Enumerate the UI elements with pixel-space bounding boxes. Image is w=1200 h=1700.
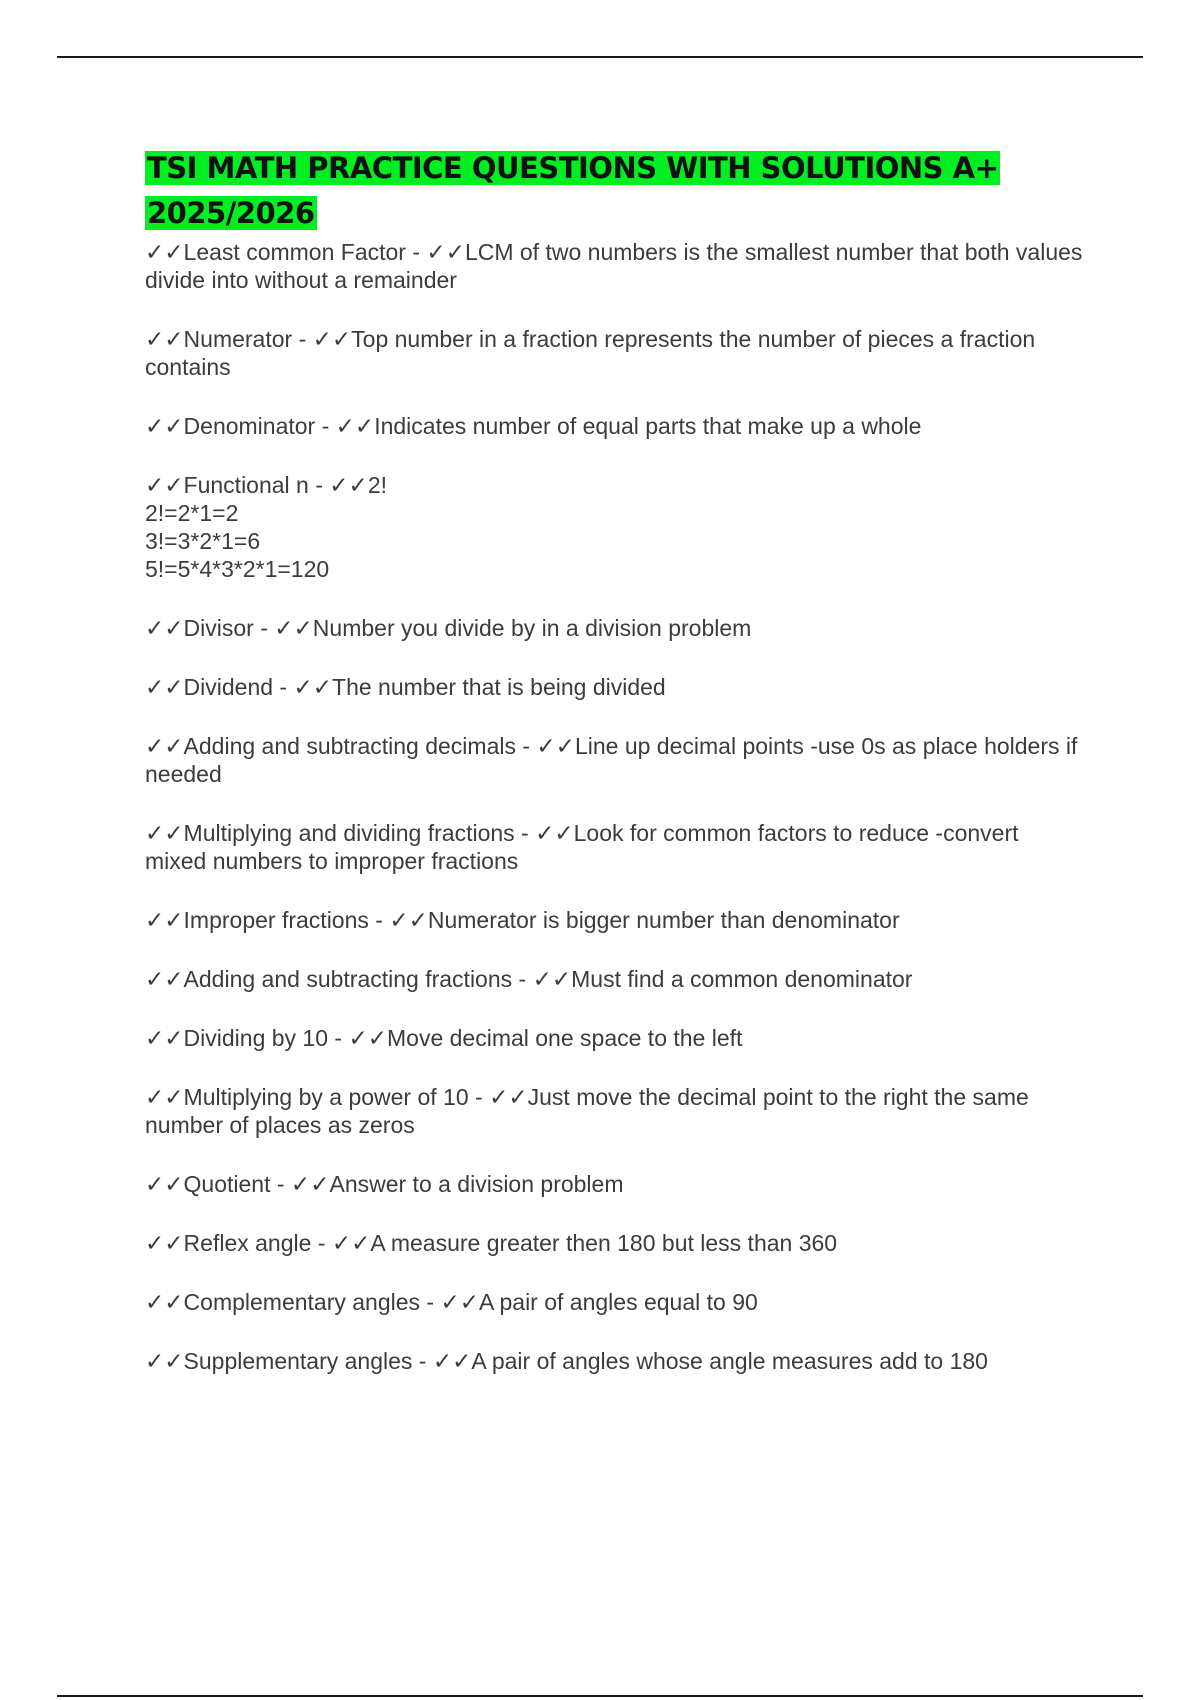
factorial-example-5: 5!=5*4*3*2*1=120 <box>145 556 330 582</box>
entry-text: ✓✓Adding and subtracting decimals - ✓✓Line up decimal points -use 0s as place holders if needed <box>145 733 1078 787</box>
entry-text: ✓✓Multiplying and dividing fractions - ✓✓Look for common factors to reduce -convert mixed numbers to improper fractions <box>145 820 1019 874</box>
factorial-example-2: 2!=2*1=2 <box>145 500 239 526</box>
entry-multiplying-dividing-fractions <box>145 819 1085 875</box>
entry-text: ✓✓Supplementary angles - ✓✓A pair of angles whose angle measures add to 180 <box>145 1348 988 1374</box>
top-rule <box>57 56 1143 58</box>
entry-text: ✓✓Functional n - ✓✓2! <box>145 472 388 498</box>
factorial-example-3: 3!=3*2*1=6 <box>145 528 261 554</box>
entry-functional-n <box>145 471 1085 583</box>
entry-complementary-angles <box>145 1288 1085 1316</box>
entry-adding-subtracting-decimals <box>145 732 1085 788</box>
entry-multiplying-power-of-10 <box>145 1083 1085 1139</box>
entry-text: ✓✓Dividend - ✓✓The number that is being divided <box>145 674 666 700</box>
entry-text: ✓✓Divisor - ✓✓Number you divide by in a division problem <box>145 615 752 641</box>
entry-denominator <box>145 412 1085 440</box>
bottom-rule <box>57 1695 1143 1697</box>
entry-supplementary-angles <box>145 1347 1085 1375</box>
entry-text: ✓✓Reflex angle - ✓✓A measure greater then 180 but less than 360 <box>145 1230 838 1256</box>
entry-least-common-factor <box>145 238 1085 294</box>
entry-text: ✓✓Improper fractions - ✓✓Numerator is bigger number than denominator <box>145 907 900 933</box>
entry-numerator <box>145 325 1085 381</box>
entry-dividend <box>145 673 1085 701</box>
entry-text: ✓✓Numerator - ✓✓Top number in a fraction represents the number of pieces a fraction contains <box>145 326 1036 380</box>
entry-text: ✓✓Quotient - ✓✓Answer to a division problem <box>145 1171 624 1197</box>
entry-text: ✓✓Complementary angles - ✓✓A pair of angles equal to 90 <box>145 1289 758 1315</box>
entry-text: ✓✓Denominator - ✓✓Indicates number of equal parts that make up a whole <box>145 413 922 439</box>
entry-text: ✓✓Dividing by 10 - ✓✓Move decimal one space to the left <box>145 1025 743 1051</box>
document-body <box>145 146 1085 1406</box>
entry-adding-subtracting-fractions <box>145 965 1085 993</box>
entry-improper-fractions <box>145 906 1085 934</box>
entry-dividing-by-10 <box>145 1024 1085 1052</box>
entry-quotient <box>145 1170 1085 1198</box>
entry-text: ✓✓Multiplying by a power of 10 - ✓✓Just move the decimal point to the right the same number of places as zeros <box>145 1084 1029 1138</box>
entry-reflex-angle <box>145 1229 1085 1257</box>
entry-text: ✓✓Least common Factor - ✓✓LCM of two numbers is the smallest number that both values divide into without a remainder <box>145 239 1083 293</box>
entry-text: ✓✓Adding and subtracting fractions - ✓✓Must find a common denominator <box>145 966 913 992</box>
page-title <box>145 146 1085 236</box>
page-title-highlight: TSI MATH PRACTICE QUESTIONS WITH SOLUTIONS A+ 2025/2026 <box>147 151 999 230</box>
entry-divisor <box>145 614 1085 642</box>
